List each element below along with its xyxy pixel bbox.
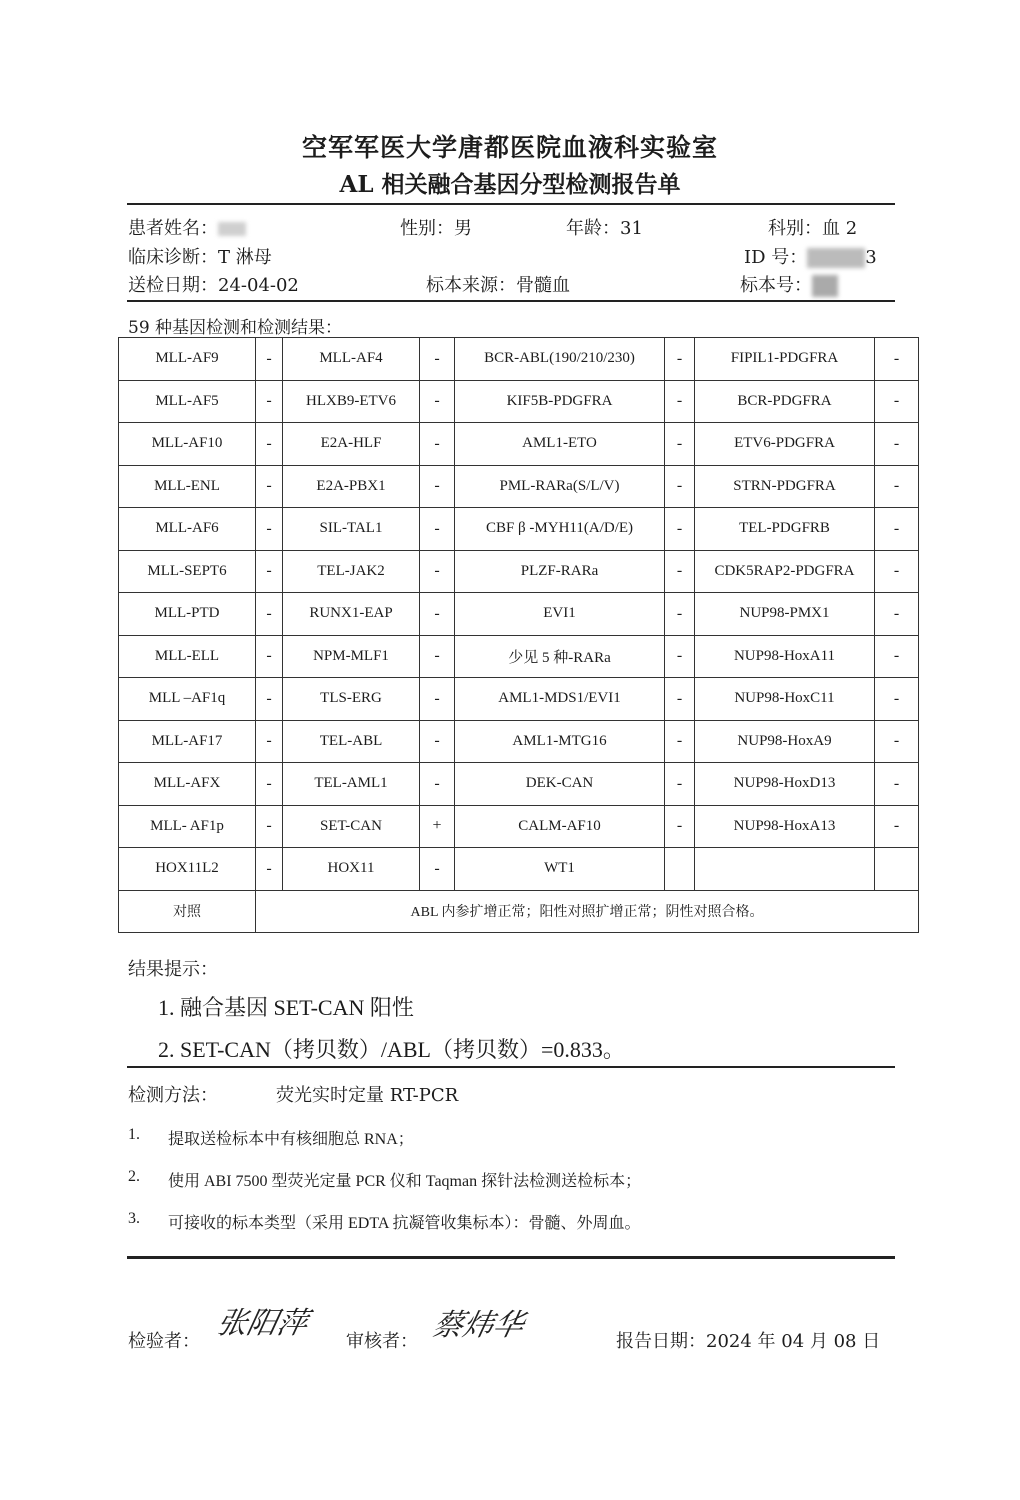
method-step-number: 2.	[128, 1168, 140, 1185]
age-field: 年龄：31	[566, 218, 643, 239]
gene-name-cell: AML1-MDS1/EVI1	[455, 678, 665, 721]
gene-name-cell: MLL-AF6	[119, 508, 256, 551]
gene-name-cell: HOX11	[283, 848, 420, 891]
gene-name-cell: NUP98-HoxA11	[695, 635, 875, 678]
result-sign-cell: -	[420, 423, 455, 466]
result-sign-cell: -	[665, 720, 695, 763]
gene-name-cell: MLL-AF4	[283, 338, 420, 381]
gene-name-cell: PML-RARa(S/L/V)	[455, 465, 665, 508]
patient-name-field: 患者姓名：	[128, 214, 246, 240]
result-sign-cell: -	[875, 593, 919, 636]
gene-name-cell: NUP98-HoxA13	[695, 805, 875, 848]
result-sign-cell: -	[420, 848, 455, 891]
gene-name-cell: HOX11L2	[119, 848, 256, 891]
gene-name-cell: MLL-ENL	[119, 465, 256, 508]
gene-name-cell: TEL-JAK2	[283, 550, 420, 593]
tester-label: 检验者：	[128, 1331, 200, 1352]
gene-name-cell: CDK5RAP2-PDGFRA	[695, 550, 875, 593]
gene-name-cell: MLL-ELL	[119, 635, 256, 678]
redacted-id	[807, 248, 865, 268]
gene-name-cell: MLL-AF17	[119, 720, 256, 763]
date-sent-field: 送检日期：24-04-02	[128, 275, 299, 296]
result-sign-cell: -	[665, 635, 695, 678]
gene-name-cell: DEK-CAN	[455, 763, 665, 806]
result-sign-cell: -	[256, 635, 283, 678]
method-step-text: 提取送检标本中有核细胞总 RNA；	[168, 1131, 414, 1148]
result-sign-cell: -	[420, 763, 455, 806]
result-sign-cell: -	[665, 338, 695, 381]
reviewer-label: 审核者：	[346, 1331, 418, 1352]
table-row	[119, 593, 919, 636]
gene-name-cell: KIF5B-PDGFRA	[455, 380, 665, 423]
result-sign-cell: -	[875, 465, 919, 508]
result-sign-cell: -	[256, 508, 283, 551]
gene-name-cell: TLS-ERG	[283, 678, 420, 721]
gene-name-cell: MLL –AF1q	[119, 678, 256, 721]
redacted-name	[218, 222, 246, 236]
gene-name-cell: MLL-SEPT6	[119, 550, 256, 593]
sample-number-field: 标本号：	[740, 271, 838, 297]
gene-name-cell: STRN-PDGFRA	[695, 465, 875, 508]
result-sign-cell: -	[420, 720, 455, 763]
result-sign-cell: -	[256, 720, 283, 763]
gene-name-cell: CALM-AF10	[455, 805, 665, 848]
tester-signature: 张阳萍	[213, 1306, 311, 1341]
gene-name-cell: TEL-ABL	[283, 720, 420, 763]
result-sign-cell: -	[665, 550, 695, 593]
table-row	[119, 678, 919, 721]
result-sign-cell: -	[420, 678, 455, 721]
result-sign-cell: -	[256, 465, 283, 508]
table-row	[119, 423, 919, 466]
method-name: 荧光实时定量 RT-PCR	[276, 1085, 459, 1106]
gene-name-cell: MLL-AFX	[119, 763, 256, 806]
result-sign-cell: -	[256, 678, 283, 721]
result-sign-cell: -	[875, 550, 919, 593]
gene-name-cell: EVI1	[455, 593, 665, 636]
gene-name-cell: MLL- AF1p	[119, 805, 256, 848]
result-sign-cell: -	[256, 848, 283, 891]
lab-name: 空军军医大学唐都医院血液科实验室	[301, 133, 718, 162]
gene-name-cell: AML1-MTG16	[455, 720, 665, 763]
gene-name-cell: FIPIL1-PDGFRA	[695, 338, 875, 381]
table-row	[119, 805, 919, 848]
result-sign-cell	[875, 848, 919, 891]
gene-name-cell: BCR-PDGFRA	[695, 380, 875, 423]
gene-name-cell: TEL-AML1	[283, 763, 420, 806]
result-sign-cell: -	[875, 338, 919, 381]
gene-name-cell: ETV6-PDGFRA	[695, 423, 875, 466]
control-label: 对照	[119, 890, 256, 933]
reviewer-signature: 蔡炜华	[429, 1308, 527, 1343]
table-row	[119, 550, 919, 593]
result-sign-cell: -	[665, 678, 695, 721]
result-sign-cell: -	[875, 805, 919, 848]
result-sign-cell: -	[875, 763, 919, 806]
result-sign-cell: +	[420, 805, 455, 848]
gene-name-cell: SIL-TAL1	[283, 508, 420, 551]
method-step-text: 使用 ABI 7500 型荧光定量 PCR 仪和 Taqman 探针法检测送检标本；	[168, 1173, 642, 1190]
gene-name-cell: RUNX1-EAP	[283, 593, 420, 636]
sample-source-field: 标本来源：骨髓血	[426, 275, 570, 296]
department-field: 科别：血 2	[768, 218, 858, 239]
table-row	[119, 465, 919, 508]
redacted-sample-number	[812, 275, 838, 297]
result-sign-cell: -	[256, 338, 283, 381]
gene-name-cell: NUP98-HoxC11	[695, 678, 875, 721]
report-title: AL 相关融合基因分型检测报告单	[339, 171, 681, 198]
result-sign-cell: -	[875, 635, 919, 678]
gene-name-cell: MLL-AF9	[119, 338, 256, 381]
header-rule	[127, 203, 895, 205]
footer-rule	[127, 1256, 895, 1259]
report-date: 报告日期：2024 年 04 月 08 日	[616, 1331, 881, 1352]
gene-name-cell: HLXB9-ETV6	[283, 380, 420, 423]
conclusion-label: 结果提示：	[128, 959, 218, 980]
gene-name-cell: BCR-ABL(190/210/230)	[455, 338, 665, 381]
gene-name-cell: SET-CAN	[283, 805, 420, 848]
gene-name-cell: CBF β -MYH11(A/D/E)	[455, 508, 665, 551]
sex-field: 性别：男	[400, 218, 472, 239]
result-sign-cell: -	[420, 635, 455, 678]
result-sign-cell: -	[665, 805, 695, 848]
result-sign-cell: -	[256, 423, 283, 466]
gene-name-cell: E2A-PBX1	[283, 465, 420, 508]
result-sign-cell: -	[665, 593, 695, 636]
control-text: ABL 内参扩增正常；阳性对照扩增正常；阴性对照合格。	[256, 890, 919, 933]
gene-name-cell: NUP98-HoxA9	[695, 720, 875, 763]
method-step-number: 1.	[128, 1126, 140, 1143]
result-sign-cell: -	[420, 593, 455, 636]
method-label: 检测方法：	[128, 1085, 218, 1106]
result-sign-cell: -	[875, 678, 919, 721]
gene-name-cell: NUP98-PMX1	[695, 593, 875, 636]
result-sign-cell: -	[256, 380, 283, 423]
result-sign-cell: -	[420, 338, 455, 381]
conclusion-item-2: 2. SET-CAN（拷贝数）/ABL（拷贝数）=0.833。	[158, 1037, 625, 1062]
diagnosis-field: 临床诊断：T 淋母	[128, 247, 272, 268]
result-sign-cell: -	[875, 380, 919, 423]
result-sign-cell: -	[665, 763, 695, 806]
result-sign-cell: -	[665, 465, 695, 508]
method-step-number: 3.	[128, 1210, 140, 1227]
result-sign-cell	[665, 848, 695, 891]
result-sign-cell: -	[420, 465, 455, 508]
id-field: ID 号： 3	[744, 247, 877, 268]
result-sign-cell: -	[875, 720, 919, 763]
table-row	[119, 380, 919, 423]
table-row	[119, 635, 919, 678]
conclusion-rule	[127, 1066, 895, 1068]
conclusion-item-1: 1. 融合基因 SET-CAN 阳性	[158, 995, 414, 1020]
result-sign-cell: -	[875, 423, 919, 466]
table-row	[119, 848, 919, 891]
result-sign-cell: -	[256, 805, 283, 848]
table-row	[119, 720, 919, 763]
gene-name-cell: 少见 5 种-RARa	[455, 635, 665, 678]
gene-name-cell: MLL-AF5	[119, 380, 256, 423]
table-row	[119, 763, 919, 806]
gene-name-cell: MLL-PTD	[119, 593, 256, 636]
result-sign-cell: -	[420, 550, 455, 593]
table-row	[119, 508, 919, 551]
section-title: 59 种基因检测和检测结果：	[128, 318, 343, 338]
gene-name-cell: PLZF-RARa	[455, 550, 665, 593]
gene-name-cell: AML1-ETO	[455, 423, 665, 466]
gene-name-cell: NUP98-HoxD13	[695, 763, 875, 806]
gene-name-cell: NPM-MLF1	[283, 635, 420, 678]
info-rule	[127, 300, 895, 302]
gene-name-cell: MLL-AF10	[119, 423, 256, 466]
gene-name-cell	[695, 848, 875, 891]
gene-name-cell: TEL-PDGFRB	[695, 508, 875, 551]
result-sign-cell: -	[256, 763, 283, 806]
table-row	[119, 338, 919, 381]
result-sign-cell: -	[665, 423, 695, 466]
result-sign-cell: -	[256, 550, 283, 593]
result-sign-cell: -	[665, 380, 695, 423]
result-sign-cell: -	[420, 380, 455, 423]
method-step-text: 可接收的标本类型（采用 EDTA 抗凝管收集标本）：骨髓、外周血。	[168, 1215, 641, 1232]
result-sign-cell: -	[665, 508, 695, 551]
control-row	[119, 890, 919, 933]
gene-name-cell: WT1	[455, 848, 665, 891]
result-sign-cell: -	[256, 593, 283, 636]
result-sign-cell: -	[875, 508, 919, 551]
gene-name-cell: E2A-HLF	[283, 423, 420, 466]
results-table	[118, 337, 919, 933]
result-sign-cell: -	[420, 508, 455, 551]
